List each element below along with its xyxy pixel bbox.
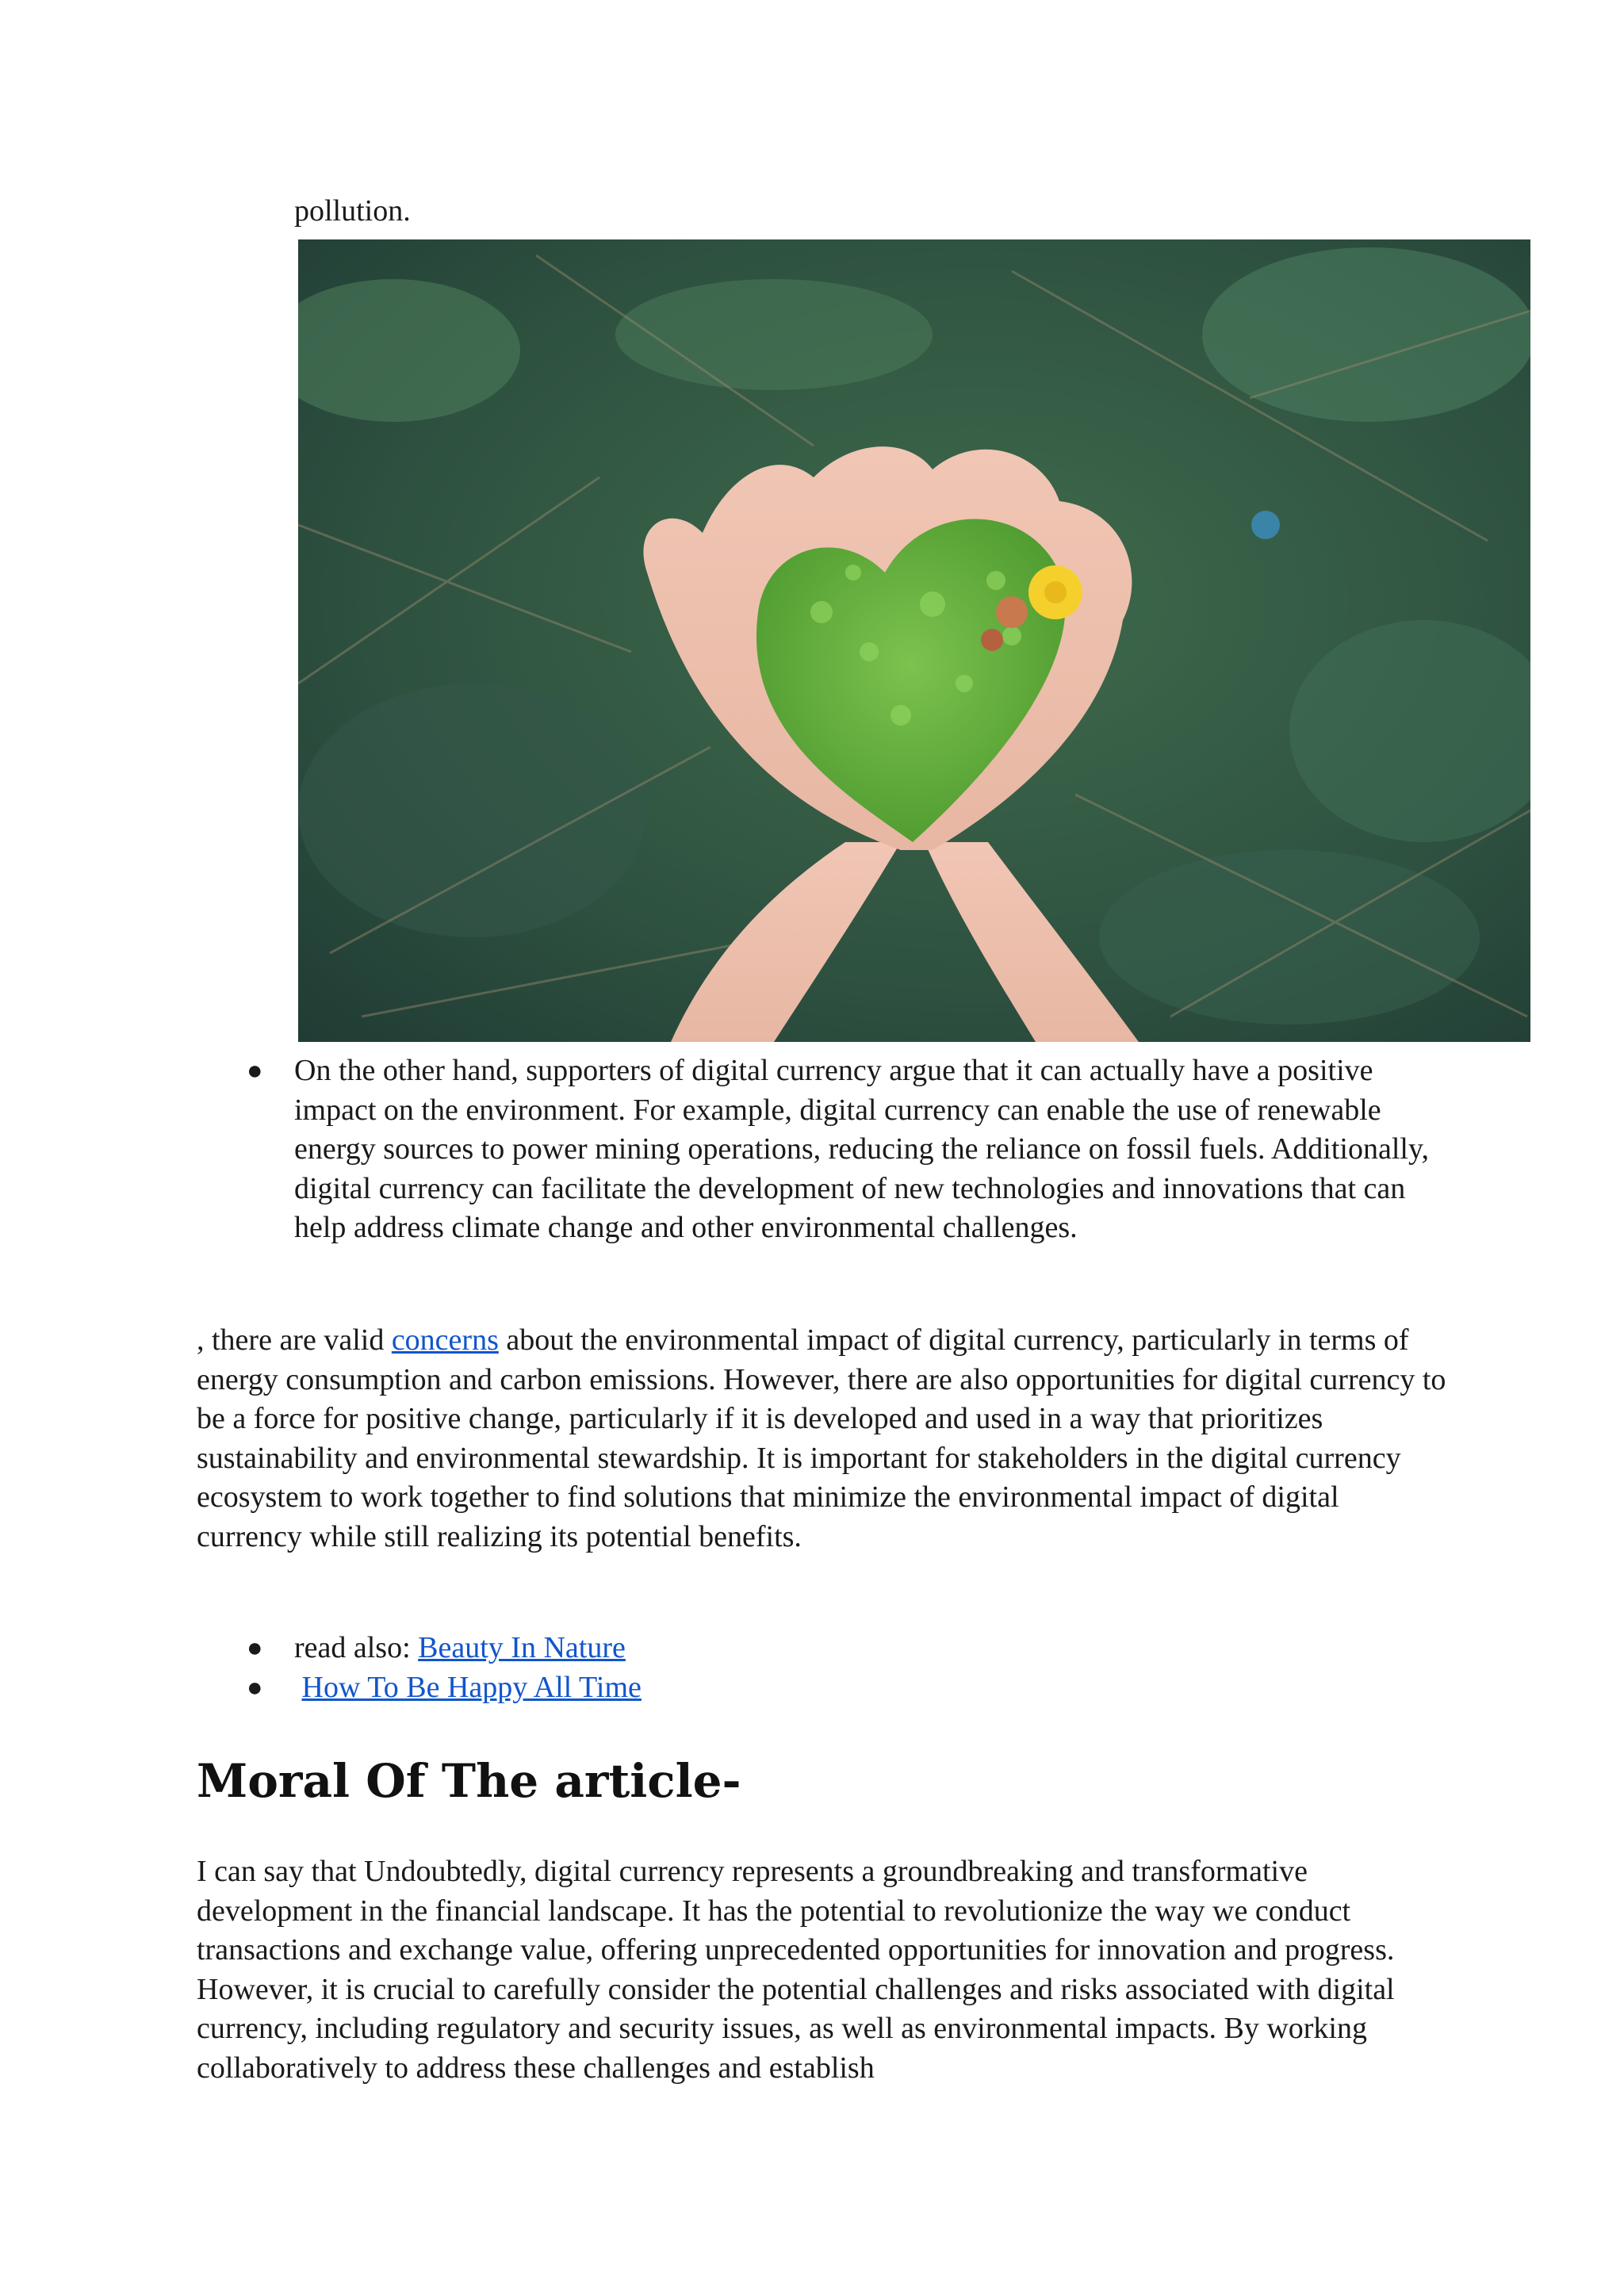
bullet-list-environment — [247, 1051, 1452, 1248]
list-item — [247, 1051, 1452, 1248]
hands-heart-moss-image — [298, 239, 1530, 1042]
how-to-be-happy-link[interactable]: How To Be Happy All Time — [301, 1671, 642, 1704]
list-item — [247, 1629, 1404, 1668]
bullet-text: On the other hand, supporters of digital currency argue that it can actually have a positive impact on the environment. For example, digital currency can enable the use of renewable energy sources to power mining operations, reducing the reliance on fossil fuels. Additionally, digital currency can facilitate the development of new technologies and innovations that can help address climate change and other environmental challenges. — [294, 1054, 1429, 1244]
section-heading: Moral Of The article- — [197, 1754, 741, 1808]
paragraph-text: about the environmental impact of digital currency, particularly in terms of energy consumption and carbon emissions. However, there are also opportunities for digital currency to be a force for positive change, particularly if it is developed and used in a way that prioritizes sustainability and environmental stewardship. It is important for stakeholders in the digital currency ecosystem to work together to find solutions that minimize the environmental impact of digital currency while still realizing its potential benefits. — [197, 1323, 1446, 1553]
bullet-icon: ● — [247, 1673, 263, 1702]
paragraph-text: , there are valid — [197, 1323, 392, 1357]
bullet-icon: ● — [247, 1056, 263, 1086]
paragraph-concerns — [197, 1321, 1450, 1557]
list-item — [247, 1668, 1404, 1708]
text-fragment: pollution. — [294, 194, 411, 228]
read-also-label: read also: — [294, 1631, 419, 1664]
beauty-in-nature-link[interactable]: Beauty In Nature — [418, 1631, 626, 1664]
paragraph-moral: I can say that Undoubtedly, digital currency represents a groundbreaking and transformative development in the financial landscape. It has the potential to revolutionize the way we conduct transactions and exchange value, offering unprecedented opportunities for innovation and progress. However, it is crucial to carefully consider the potential challenges and risks associated with digital currency, including regulatory and security issues, as well as environmental impacts. By working collaboratively to address these challenges and establish — [197, 1855, 1395, 2085]
bullet-icon: ● — [247, 1633, 263, 1663]
concerns-link[interactable]: concerns — [391, 1323, 499, 1357]
read-also-list — [247, 1629, 1404, 1708]
